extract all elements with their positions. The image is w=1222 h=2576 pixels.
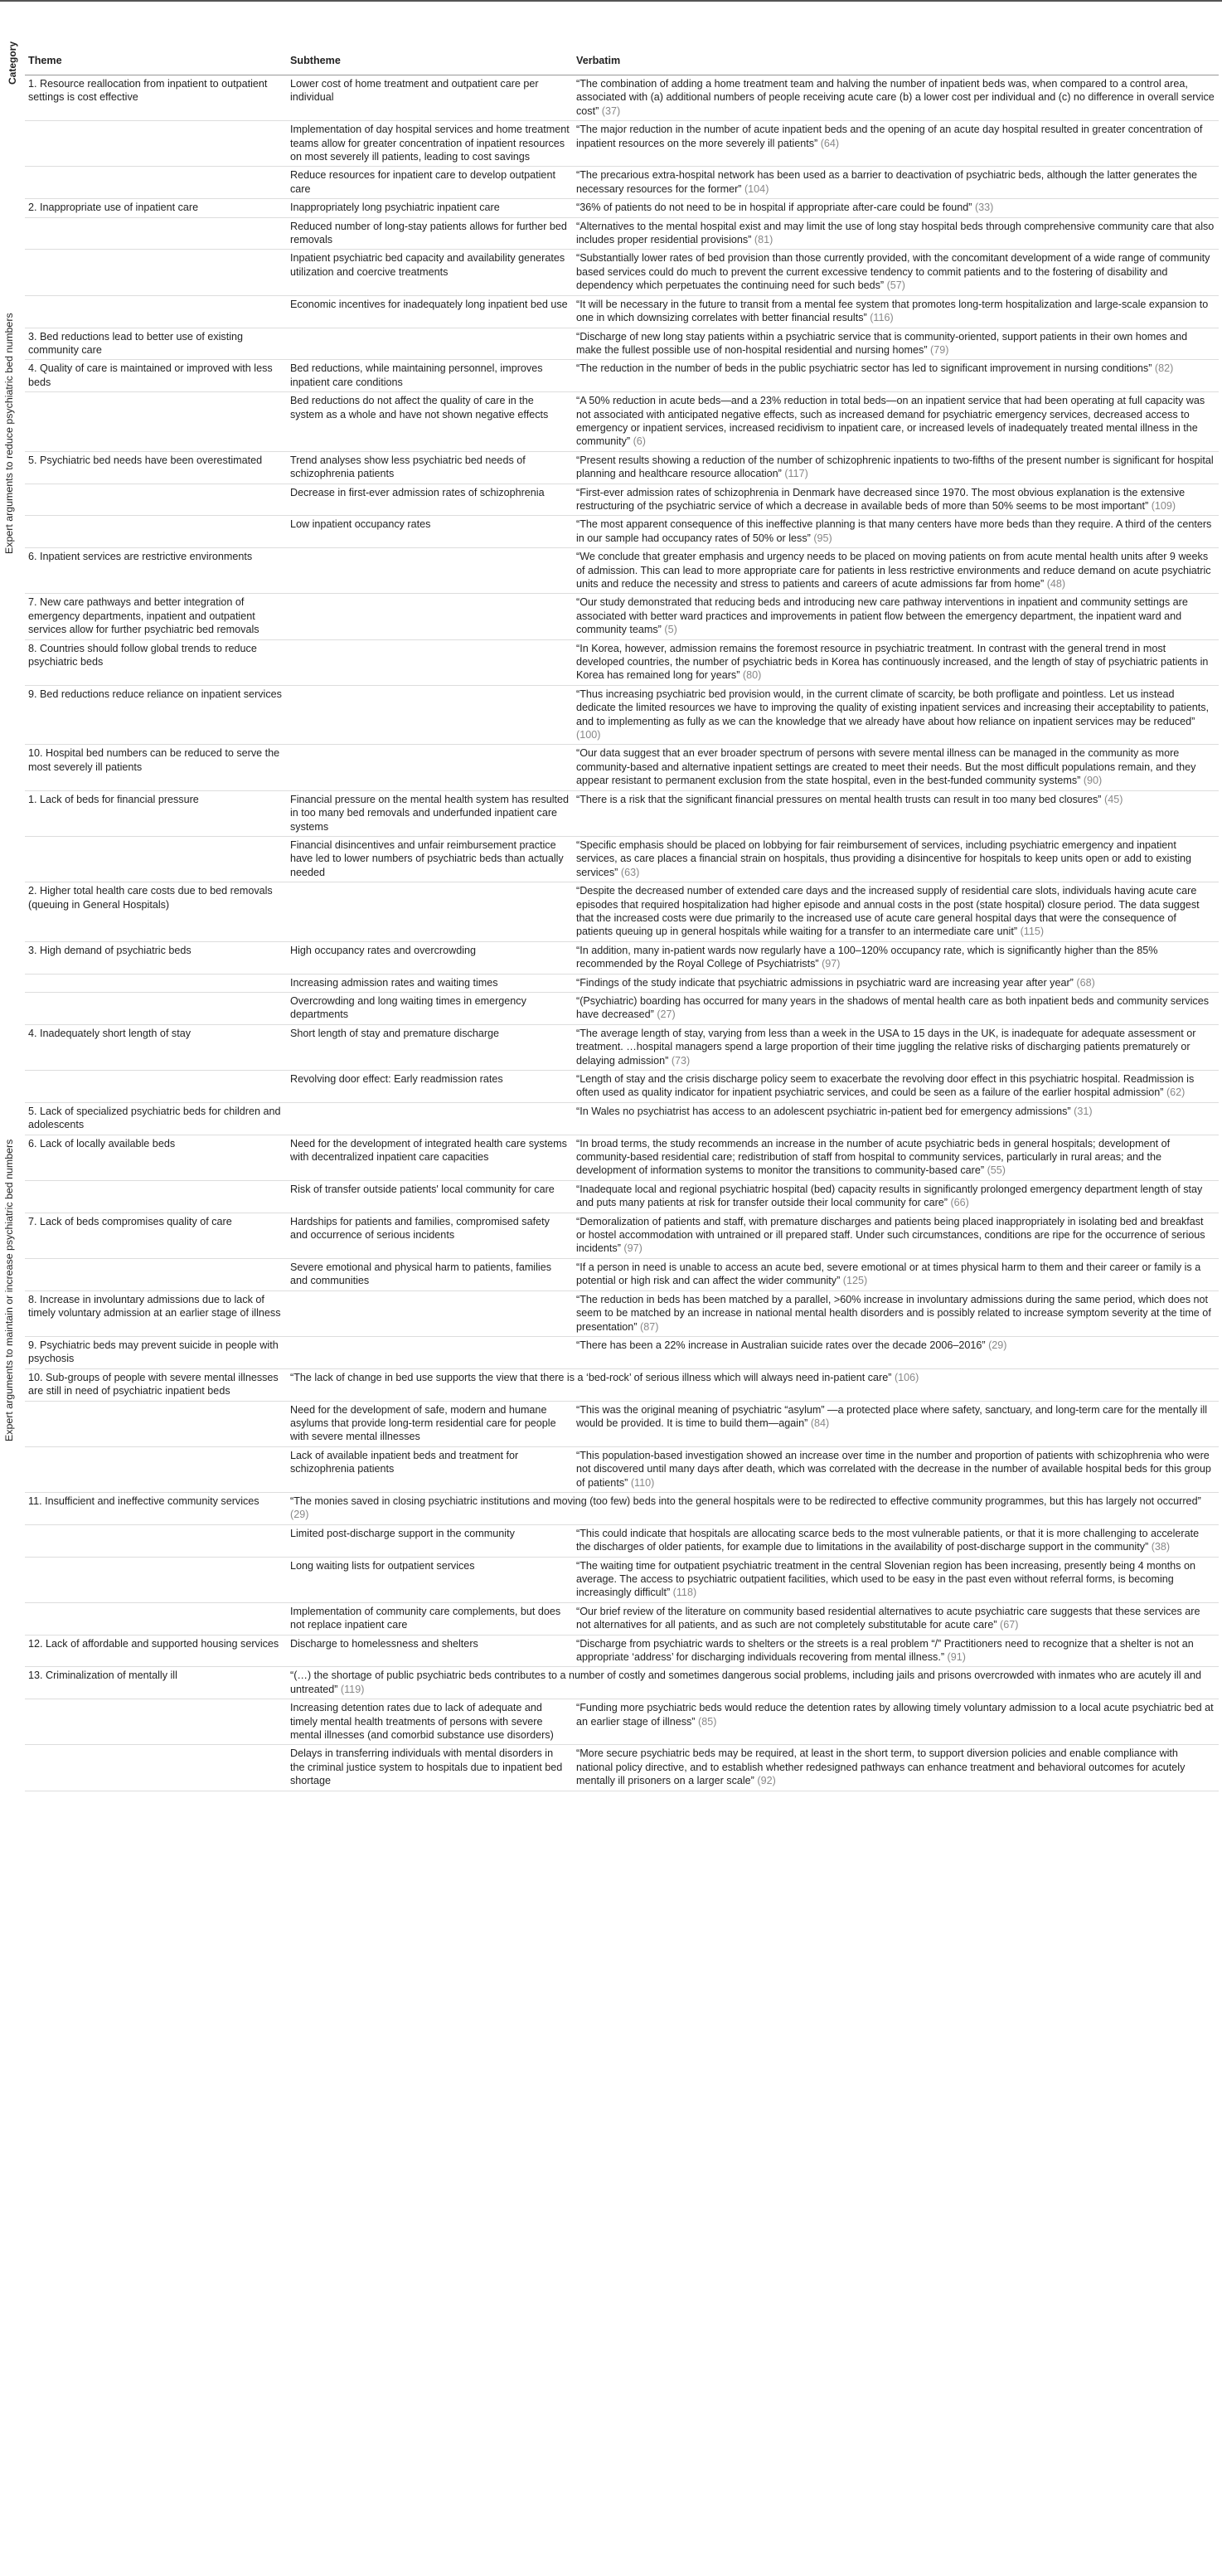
theme-cell (25, 121, 287, 167)
table-row (25, 516, 1219, 548)
citation-ref: (57) (886, 279, 905, 292)
citation-ref: (84) (810, 1417, 830, 1429)
verbatim-cell: “Substantially lower rates of bed provision than those currently provided, with the concomitant development of a wide range of community based services could do much to prevent the current excessive tendency to commit patients and to the fostering of disability and dependency which perpetuates the continuing need for such beds” (57) (573, 250, 1219, 295)
table-row (25, 548, 1219, 594)
verbatim-cell: “The combination of adding a home treatment team and halving the number of inpatient beds was, when compared to a control area, associated with (a) additional numbers of people receiving acute care (b) a lower cost per individual and (c) no difference in overall service cost” (37) (573, 75, 1219, 121)
theme-cell: 12. Lack of affordable and supported housing services (25, 1635, 287, 1667)
table-header-row (25, 50, 1219, 75)
sub-cell: Increasing detention rates due to lack of adequate and timely mental health treatments of persons with severe mental illnesses (and comorbid substance use disorders) (287, 1699, 573, 1745)
citation-ref: (6) (633, 435, 646, 448)
citation-ref: (100) (576, 729, 601, 741)
sub-cell: Limited post-discharge support in the community (287, 1524, 573, 1557)
verbatim-cell: “First-ever admission rates of schizophrenia in Denmark have decreased since 1970. The most obvious explanation is the extensive restructuring of the psychiatric service of which a decrease in available beds of more than 50% seems to be most important” (109) (573, 484, 1219, 516)
sub-cell (287, 685, 573, 745)
theme-cell: 9. Bed reductions reduce reliance on inpatient services (25, 685, 287, 745)
sub-cell (287, 745, 573, 790)
table-row (25, 1492, 1219, 1524)
theme-cell: 4. Inadequately short length of stay (25, 1024, 287, 1070)
citation-ref: (106) (894, 1371, 919, 1383)
theme-cell: 3. Bed reductions lead to better use of existing community care (25, 328, 287, 360)
theme-cell: 5. Lack of specialized psychiatric beds for children and adolescents (25, 1102, 287, 1135)
reduce-rows (25, 75, 1219, 791)
theme-cell (25, 1557, 287, 1602)
sub-cell: Inpatient psychiatric bed capacity and availability generates utilization and coercive treatments (287, 250, 573, 295)
verbatim-cell: “Present results showing a reduction of the number of schizophrenic inpatients to two-fifths of the present number is significant for hospital planning and healthcare resource allocation” (117) (573, 451, 1219, 484)
citation-ref: (38) (1151, 1541, 1171, 1553)
citation-ref: (27) (657, 1009, 676, 1021)
sub-cell: Hardships for patients and families, compromised safety and occurrence of serious incidents (287, 1213, 573, 1258)
theme-cell (25, 974, 287, 992)
verbatim-cell: “There is a risk that the significant financial pressures on mental health trusts can result in too many bed closures” (45) (573, 790, 1219, 836)
theme-cell (25, 295, 287, 328)
table-row (25, 167, 1219, 199)
table-row (25, 992, 1219, 1024)
citation-ref: (95) (813, 532, 832, 544)
sub-cell: Increasing admission rates and waiting times (287, 974, 573, 992)
sub-cell: Financial pressure on the mental health system has resulted in too many bed removals and underfunded inpatient care systems (287, 790, 573, 836)
sub-cell: Bed reductions do not affect the quality of care in the system as a whole and have not shown negative effects (287, 392, 573, 452)
verbatim-cell: “Thus increasing psychiatric bed provision would, in the current climate of scarcity, be both profligate and pointless. Let us instead dedicate the limited resources we have to improving the quality of existing inpatient services and increasing their acceptability to patients, and to implementing as fully as we can the knowledge that we already have about how reliance on inpatient services may be reduced” (100) (573, 685, 1219, 745)
theme-cell: 10. Sub-groups of people with severe mental illnesses are still in need of psychiatric inpatient beds (25, 1368, 287, 1401)
citation-ref: (55) (987, 1164, 1006, 1177)
table-row (25, 1667, 1219, 1699)
sub-cell: Need for the development of integrated health care systems with decentralized inpatient care capacities (287, 1135, 573, 1180)
citation-ref: (110) (630, 1476, 655, 1489)
verbatim-cell: “The waiting time for outpatient psychiatric treatment in the central Slovenian region has been increasing, presently being 4 months on average. The access to psychiatric outpatient facilities, which used to be easy in the past even without referral forms, is becoming increasingly difficult” (118) (573, 1557, 1219, 1602)
verbatim-cell: “Findings of the study indicate that psychiatric admissions in psychiatric ward are increasing year after year” (68) (573, 974, 1219, 992)
sub-cell (287, 882, 573, 942)
table-row (25, 745, 1219, 790)
verbatim-cell: “(Psychiatric) boarding has occurred for many years in the shadows of mental health care as both inpatient beds and community services have decreased” (27) (573, 992, 1219, 1024)
verbatim-cell: “In broad terms, the study recommends an increase in the number of acute psychiatric beds in general hospitals; development of community-based residential care; redistribution of staff from hospital to community services, particularly in rural areas; and the development of information systems to monitor the transitions to community-based care” (55) (573, 1135, 1219, 1180)
theme-cell (25, 516, 287, 548)
verbatim-cell: “In addition, many in-patient wards now regularly have a 100–120% occupancy rate, which is significantly higher than the 85% recommended by the Royal College of Psychiatrists” (97) (573, 941, 1219, 974)
citation-ref: (73) (671, 1054, 691, 1067)
theme-cell: 6. Inpatient services are restrictive environments (25, 548, 287, 594)
citation-ref: (82) (1154, 362, 1174, 375)
verbatim-cell: “Inadequate local and regional psychiatric hospital (bed) capacity results in significantly prolonged emergency department length of stay and puts many patients at risk for transfer outside their local community for care” (66) (573, 1180, 1219, 1213)
citation-ref: (109) (1151, 499, 1176, 512)
sub-cell (287, 1102, 573, 1135)
table-row (25, 594, 1219, 639)
citation-ref: (85) (698, 1715, 717, 1728)
theme-cell: 13. Criminalization of mentally ill (25, 1667, 287, 1699)
citation-ref: (116) (870, 312, 894, 324)
theme-cell (25, 217, 287, 250)
citation-ref: (67) (1000, 1619, 1019, 1631)
table-row (25, 1258, 1219, 1290)
theme-cell: 7. New care pathways and better integration of emergency departments, inpatient and outpatient services allow for further psychiatric bed removals (25, 594, 287, 639)
verbatim-cell: “Alternatives to the mental hospital exist and may limit the use of long stay hospital beds through comprehensive community care that also includes proper residential provisions” (81) (573, 217, 1219, 250)
table-row (25, 217, 1219, 250)
theme-cell: 5. Psychiatric bed needs have been overestimated (25, 451, 287, 484)
theme-cell (25, 1699, 287, 1745)
sub-cell: Decrease in first-ever admission rates of schizophrenia (287, 484, 573, 516)
sub-cell (287, 594, 573, 639)
theme-cell: 1. Resource reallocation from inpatient to outpatient settings is cost effective (25, 75, 287, 121)
sub-cell: Risk of transfer outside patients' local community for care (287, 1180, 573, 1213)
category-header: Category (7, 41, 18, 85)
theme-cell (25, 1180, 287, 1213)
theme-cell (25, 1524, 287, 1557)
table-row (25, 1024, 1219, 1070)
sub-cell (287, 1290, 573, 1336)
verbatim-cell: “If a person in need is unable to access an acute bed, severe emotional or at times physical harm to them and their career or family is a potential or high risk and can affect the wider community” (125) (573, 1258, 1219, 1290)
theme-cell: 2. Inappropriate use of inpatient care (25, 199, 287, 217)
table-row (25, 1699, 1219, 1745)
sub-cell (287, 548, 573, 594)
table-row (25, 121, 1219, 167)
citation-ref: (92) (757, 1775, 776, 1787)
theme-cell: 8. Countries should follow global trends to reduce psychiatric beds (25, 639, 287, 685)
verbatim-cell: “Length of stay and the crisis discharge policy seem to exacerbate the revolving door effect in this psychiatric hospital. Readmission is often used as quality indicator for inpatient psychiatric services, and could be seen as a failure of the earlier hospital admission” (62) (573, 1071, 1219, 1103)
table-row (25, 295, 1219, 328)
verbatim-cell: “36% of patients do not need to be in hospital if appropriate after-care could be found” (33) (573, 199, 1219, 217)
verbatim-cell: “This population-based investigation showed an increase over time in the number and proportion of patients with schizophrenia who were not discovered until many days after death, which was correlated with the decrease in the number of available hospital beds for this group of patients” (110) (573, 1446, 1219, 1492)
citation-ref: (29) (290, 1509, 309, 1521)
table-row (25, 1336, 1219, 1368)
sub-cell: “The lack of change in bed use supports the view that there is a ‘bed-rock’ of serious illness which will always need in-patient care” (106) (287, 1368, 1219, 1401)
verbatim-cell: “This could indicate that hospitals are allocating scarce beds to the most vulnerable patients, or that it is more challenging to accelerate the discharges of older patients, for example due to limitations in the availability of post-discharge support in the community” (38) (573, 1524, 1219, 1557)
verbatim-cell: “This was the original meaning of psychiatric “asylum” —a protected place where safety, sanctuary, and long-term care for the mentally ill would be provided. It is time to build them—again” (84) (573, 1401, 1219, 1446)
sub-cell: Need for the development of safe, modern and humane asylums that provide long-term residential care for people with severe mental illnesses (287, 1401, 573, 1446)
maintain-rows (25, 790, 1219, 1791)
table-row (25, 941, 1219, 974)
table-row (25, 1213, 1219, 1258)
sub-cell: Trend analyses show less psychiatric bed needs of schizophrenia patients (287, 451, 573, 484)
theme-cell (25, 1745, 287, 1791)
sub-cell: Long waiting lists for outpatient services (287, 1557, 573, 1602)
header-verbatim: Verbatim (573, 50, 1219, 75)
table-row (25, 1602, 1219, 1635)
theme-cell: 4. Quality of care is maintained or improved with less beds (25, 360, 287, 392)
citation-ref: (80) (742, 669, 762, 682)
verbatim-cell: “Funding more psychiatric beds would reduce the detention rates by allowing timely voluntary admission to a local acute psychiatric bed at an earlier stage of illness” (85) (573, 1699, 1219, 1745)
sub-cell: High occupancy rates and overcrowding (287, 941, 573, 974)
verbatim-cell: “Discharge from psychiatric wards to shelters or the streets is a real problem “/” Practitioners need to recognize that a shelter is not an appropriate ‘address’ for discharging individuals recovering from mental illness.” (91) (573, 1635, 1219, 1667)
citation-ref: (91) (947, 1651, 966, 1664)
table-row (25, 1135, 1219, 1180)
citation-ref: (48) (1046, 578, 1066, 590)
citation-ref: (66) (950, 1197, 969, 1209)
citation-ref: (87) (640, 1320, 659, 1333)
verbatim-cell: “Specific emphasis should be placed on lobbying for fair reimbursement of services, including psychiatric emergency and inpatient services, as care places a financial strain on hospitals, thus providing a disincentive for hospitals to keep units open or add to existing services” (63) (573, 836, 1219, 882)
table-row (25, 392, 1219, 452)
theme-cell (25, 1071, 287, 1103)
citation-ref: (97) (623, 1242, 643, 1255)
sub-cell: “(…) the shortage of public psychiatric beds contributes to a number of costly and sometimes dangerous social problems, including jails and prisons overcrowded with inmates who are acutely ill and untreated” (119) (287, 1667, 1219, 1699)
table-row (25, 685, 1219, 745)
citation-ref: (63) (620, 866, 640, 878)
table-row (25, 199, 1219, 217)
table-row (25, 328, 1219, 360)
table-row (25, 1635, 1219, 1667)
themes-table (25, 50, 1219, 1791)
sub-cell: Short length of stay and premature discharge (287, 1024, 573, 1070)
citation-ref: (5) (664, 624, 677, 636)
table-row (25, 1368, 1219, 1401)
theme-cell: 10. Hospital bed numbers can be reduced to serve the most severely ill patients (25, 745, 287, 790)
verbatim-cell: “In Wales no psychiatrist has access to an adolescent psychiatric in-patient bed for emergency admissions” (31) (573, 1102, 1219, 1135)
theme-cell (25, 1602, 287, 1635)
verbatim-cell: “The precarious extra-hospital network has been used as a barrier to deactivation of psychiatric beds, although the latter generates the necessary resources for the former” (104) (573, 167, 1219, 199)
citation-ref: (81) (754, 234, 773, 246)
theme-cell: 8. Increase in involuntary admissions due to lack of timely voluntary admission at an earlier stage of illness (25, 1290, 287, 1336)
verbatim-cell: “Our data suggest that an ever broader spectrum of persons with severe mental illness can be managed in the community as more community-based and alternative inpatient settings are created to meet their needs. But the most difficult populations remain, and they appear resistant to permanent exclusion from the state hospital, even in the best-funded community systems” (90) (573, 745, 1219, 790)
sub-cell (287, 1336, 573, 1368)
verbatim-cell: “We conclude that greater emphasis and urgency needs to be placed on moving patients on from acute mental health units after 9 weeks of admission. This can lead to more appropriate care for patients in less restrictive environments and reduce demand on acute psychiatric units and reduce the necessity and stress to patients and careers of acute admissions far from home” (48) (573, 548, 1219, 594)
verbatim-cell: “Our study demonstrated that reducing beds and introducing new care pathway interventions in inpatient and community settings are associated with better ward practices and improvements in patient flow between the emergency department, the inpatient ward and community teams” (5) (573, 594, 1219, 639)
citation-ref: (125) (842, 1275, 868, 1287)
citation-ref: (119) (340, 1683, 365, 1695)
theme-cell (25, 392, 287, 452)
citation-ref: (62) (1166, 1086, 1186, 1099)
sub-cell: Implementation of community care complements, but does not replace inpatient care (287, 1602, 573, 1635)
sub-cell: Lower cost of home treatment and outpatient care per individual (287, 75, 573, 121)
table-row (25, 882, 1219, 942)
theme-cell (25, 836, 287, 882)
citation-ref: (45) (1104, 793, 1123, 805)
citation-ref: (79) (930, 343, 949, 356)
table-row (25, 1557, 1219, 1602)
theme-cell: 1. Lack of beds for financial pressure (25, 790, 287, 836)
theme-cell (25, 250, 287, 295)
sub-cell: Financial disincentives and unfair reimbursement practice have led to lower numbers of psychiatric beds than actually needed (287, 836, 573, 882)
verbatim-cell: “There has been a 22% increase in Australian suicide rates over the decade 2006–2016” (29) (573, 1336, 1219, 1368)
theme-cell: 6. Lack of locally available beds (25, 1135, 287, 1180)
verbatim-cell: “In Korea, however, admission remains the foremost resource in psychiatric treatment. In contrast with the general trend in most developed countries, the number of psychiatric beds in Korea has continuously increased, and the length of stay of psychiatric patients in Korea has remained long for years” (80) (573, 639, 1219, 685)
table-row (25, 1071, 1219, 1103)
verbatim-cell: “A 50% reduction in acute beds—and a 23% reduction in total beds—on an inpatient service that had been operating at full capacity was not associated with anticipated negative effects, such as increased demand for psychiatric emergency services, decreased access to emergency or inpatient services, increased recidivism to inpatient care, or increased levels of inadequately treated mental illness in the community” (6) (573, 392, 1219, 452)
verbatim-cell: “Discharge of new long stay patients within a psychiatric service that is community-oriented, support patients in their own homes and make the fullest possible use of non-hospital residential and nursing homes” (79) (573, 328, 1219, 360)
table-row (25, 1102, 1219, 1135)
sub-cell: Economic incentives for inadequately long inpatient bed use (287, 295, 573, 328)
verbatim-cell: “Our brief review of the literature on community based residential alternatives to acute psychiatric care suggests that these services are not alternatives for all patients, and as such are not completely substitutable for acute care” (67) (573, 1602, 1219, 1635)
citation-ref: (97) (822, 958, 841, 970)
theme-cell: 9. Psychiatric beds may prevent suicide in people with psychosis (25, 1336, 287, 1368)
theme-cell (25, 484, 287, 516)
verbatim-cell: “More secure psychiatric beds may be required, at least in the short term, to support diversion policies and enable compliance with national policy directive, and to establish whether redesigned pathways can enhance treatment and behavioral outcomes for acutely mentally ill prisoners on a larger scale” (92) (573, 1745, 1219, 1791)
sub-cell: Severe emotional and physical harm to patients, families and communities (287, 1258, 573, 1290)
sub-cell: Revolving door effect: Early readmission rates (287, 1071, 573, 1103)
theme-cell (25, 992, 287, 1024)
table-row (25, 1180, 1219, 1213)
citation-ref: (68) (1076, 976, 1095, 989)
verbatim-cell: “Demoralization of patients and staff, with premature discharges and patients being placed inappropriately in isolating bed and breakfast or hostel accommodation with untrained or ill prepared staff. Under such circumstances, conditions are ripe for the occurrence of serious incidents” (97) (573, 1213, 1219, 1258)
sub-cell: Reduce resources for inpatient care to develop outpatient care (287, 167, 573, 199)
table-row (25, 1745, 1219, 1791)
sub-cell: Overcrowding and long waiting times in emergency departments (287, 992, 573, 1024)
citation-ref: (29) (988, 1339, 1007, 1351)
verbatim-cell: “It will be necessary in the future to transit from a mental fee system that promotes long-term hospitalization and large-scale expansion to one in which downsizing correlates with better financial results” (116) (573, 295, 1219, 328)
sub-cell: “The monies saved in closing psychiatric institutions and moving (too few) beds into the general hospitals were to be redirected to effective community programmes, but this has largely not occurred” (29) (287, 1492, 1219, 1524)
table-row (25, 451, 1219, 484)
table-row (25, 639, 1219, 685)
table-row (25, 250, 1219, 295)
citation-ref: (33) (974, 202, 994, 214)
sub-cell: Implementation of day hospital services and home treatment teams allow for greater concentration of inpatient resources on most severely ill patients, leading to cost savings (287, 121, 573, 167)
verbatim-cell: “The reduction in beds has been matched by a parallel, >60% increase in involuntary admissions during the same period, which does not seem to be matched by an increase in national mental health disorders and is possibly related to increase symptom severity at the time of presentation” (87) (573, 1290, 1219, 1336)
sub-cell: Lack of available inpatient beds and treatment for schizophrenia patients (287, 1446, 573, 1492)
verbatim-cell: “The major reduction in the number of acute inpatient beds and the opening of an acute day hospital resulted in greater concentration of inpatient resources on the more severely ill patients” (64) (573, 121, 1219, 167)
theme-cell: 2. Higher total health care costs due to bed removals (queuing in General Hospitals) (25, 882, 287, 942)
theme-cell (25, 1446, 287, 1492)
header-theme: Theme (25, 50, 287, 75)
citation-ref: (64) (820, 137, 840, 149)
verbatim-cell: “The most apparent consequence of this ineffective planning is that many centers have more beds than they require. A third of the centers in our sample had occupancy rates of 50% or less” (95) (573, 516, 1219, 548)
table-row (25, 1401, 1219, 1446)
verbatim-cell: “Despite the decreased number of extended care days and the increased supply of residential care slots, individuals having acute care episodes that required hospitalization had higher episode and annual costs in the post (state hospital) closure period. The data suggest that the increased costs were due primarily to the increased use of acute care general hospital days that were the consequence of patients queuing up in general hospitals while waiting for a transfer to an intermediate care unit” (115) (573, 882, 1219, 942)
theme-cell: 11. Insufficient and ineffective community services (25, 1492, 287, 1524)
citation-ref: (37) (601, 104, 621, 117)
citation-ref: (118) (672, 1587, 697, 1599)
sub-cell (287, 639, 573, 685)
sub-cell: Bed reductions, while maintaining personnel, improves inpatient care conditions (287, 360, 573, 392)
verbatim-cell: “The average length of stay, varying from less than a week in the USA to 15 days in the UK, is inadequate for adequate assessment or treatment. …hospital managers spend a large proportion of their time juggling the relative risks of discharging patients prematurely or delaying admission” (73) (573, 1024, 1219, 1070)
table-row (25, 836, 1219, 882)
sub-cell (287, 328, 573, 360)
sub-cell: Delays in transferring individuals with mental disorders in the criminal justice system to hospitals due to inpatient bed shortage (287, 1745, 573, 1791)
theme-cell (25, 167, 287, 199)
citation-ref: (90) (1083, 775, 1103, 787)
sub-cell: Inappropriately long psychiatric inpatient care (287, 199, 573, 217)
table-row (25, 75, 1219, 121)
table-row (25, 484, 1219, 516)
verbatim-cell: “The reduction in the number of beds in the public psychiatric sector has led to significant improvement in nursing conditions” (82) (573, 360, 1219, 392)
table-row (25, 360, 1219, 392)
citation-ref: (31) (1074, 1105, 1093, 1117)
theme-cell: 7. Lack of beds compromises quality of care (25, 1213, 287, 1258)
table-row (25, 1446, 1219, 1492)
table-row (25, 974, 1219, 992)
table-row (25, 1290, 1219, 1336)
citation-ref: (104) (744, 182, 769, 195)
header-subtheme: Subtheme (287, 50, 573, 75)
theme-cell (25, 1258, 287, 1290)
top-rule (0, 0, 1222, 2)
citation-ref: (117) (784, 468, 808, 480)
theme-cell (25, 1401, 287, 1446)
citation-ref: (115) (1020, 926, 1045, 938)
sub-cell: Reduced number of long-stay patients allows for further bed removals (287, 217, 573, 250)
theme-cell: 3. High demand of psychiatric beds (25, 941, 287, 974)
sub-cell: Discharge to homelessness and shelters (287, 1635, 573, 1667)
sub-cell: Low inpatient occupancy rates (287, 516, 573, 548)
table-row (25, 1524, 1219, 1557)
table-row (25, 790, 1219, 836)
